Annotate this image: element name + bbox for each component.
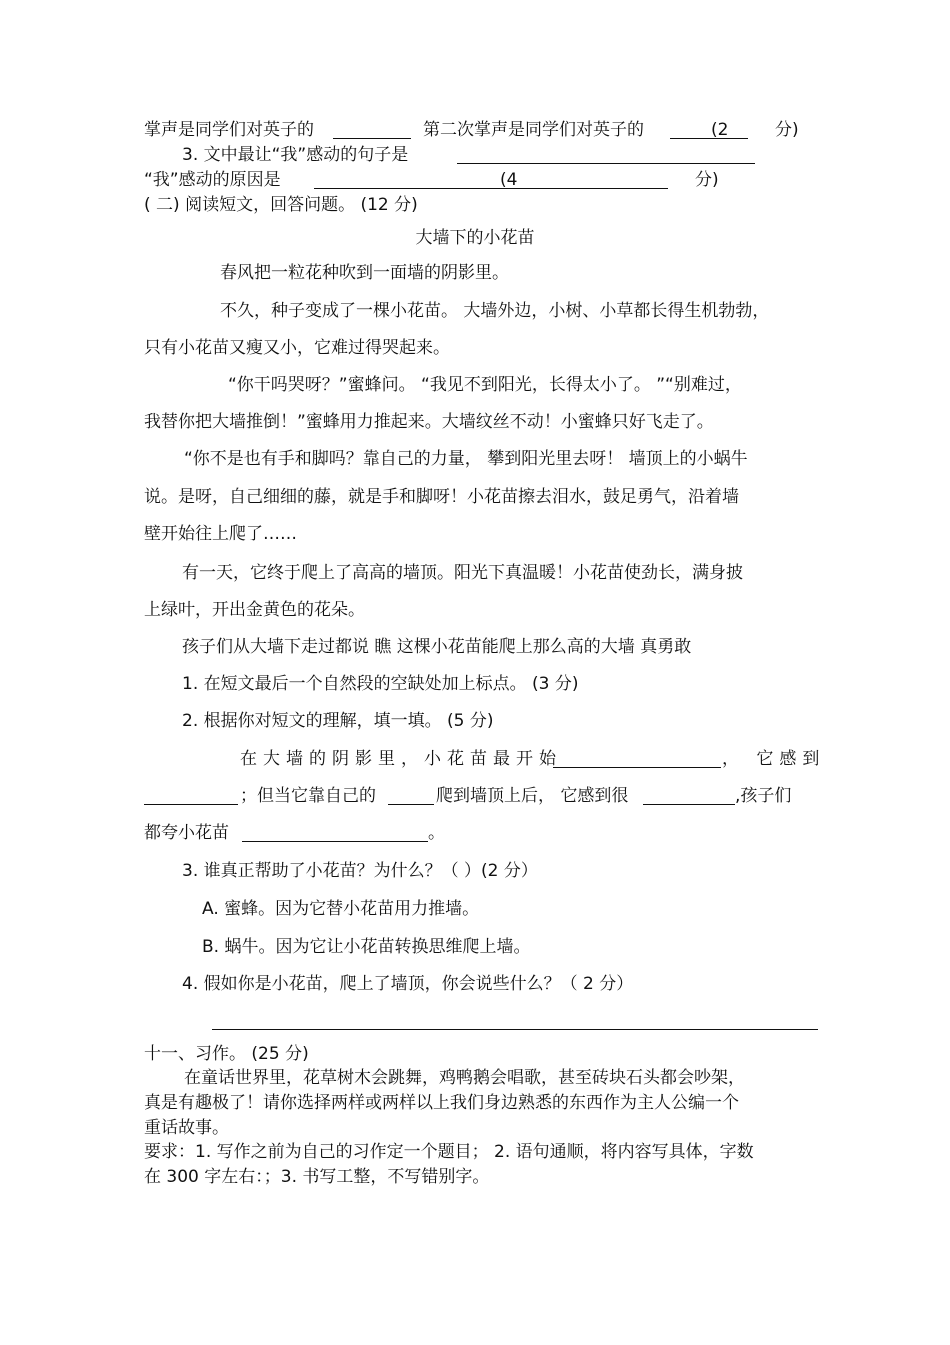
question-2-line2-text-a: ；但当它靠自己的 [240,786,376,806]
answer-blank[interactable] [643,804,735,805]
question-2-line2-text-b: 爬到墙顶上后， 它感到很 [436,786,629,806]
question-2-line3-end: 。 [428,823,445,843]
top-line1-unit: 分) [775,120,799,140]
passage-para5-line1: 有一天，它终于爬上了高高的墙顶。阳光下真温暖！小花苗使劲长，满身披 [182,563,743,583]
passage-para5-line2: 上绿叶，开出金黄色的花朵。 [144,600,365,620]
question-2-line2-text-c: ,孩子们 [735,786,792,806]
passage-para3-line2: 我替你把大墙推倒！”蜜蜂用力推起来。大墙纹丝不动！小蜜蜂只好飞走了。 [144,412,714,432]
top-line3-text: “我”感动的原因是 [144,170,281,190]
answer-blank[interactable] [388,804,434,805]
section11-heading: 十一、习作。 (25 分) [144,1044,309,1064]
answer-blank[interactable] [553,767,721,768]
blank-line [457,163,755,164]
blank-line [314,188,668,189]
top-line3-unit: 分) [695,170,719,190]
passage-para2-line1: 不久，种子变成了一棵小花苗。 大墙外边，小树、小草都长得生机勃勃， [220,301,770,321]
blank-line [670,138,748,139]
question-2-line1-text: 在大墙的阴影里，小花苗最开始 [240,749,562,769]
top-line1-score: (2 [711,120,729,140]
answer-line[interactable] [212,1029,818,1030]
passage-para4-line2: 说。是呀，自己细细的藤，就是手和脚呀！小花苗擦去泪水，鼓足勇气，沿着墙 [144,487,739,507]
question-3-option-a: A. 蜜蜂。因为它替小花苗用力推墙。 [202,899,480,919]
passage-para2-line2: 只有小花苗又瘦又小，它难过得哭起来。 [144,338,450,358]
passage-para1: 春风把一粒花种吹到一面墙的阴影里。 [220,263,509,283]
section11-line3: 重话故事。 [144,1118,229,1138]
section11-requirements-line1: 要求：1. 写作之前为自己的习作定一个题目； 2. 语句通顺，将内容写具体，字数 [144,1142,754,1162]
section11-requirements-line2: 在 300 字左右：；3. 书写工整，不写错别字。 [144,1167,490,1187]
section2-heading: ( 二) 阅读短文，回答问题。 (12 分) [144,195,418,215]
question-1: 1. 在短文最后一个自然段的空缺处加上标点。 (3 分) [182,674,579,694]
passage-para3-line1: “你干吗哭呀？”蜜蜂问。 “我见不到阳光，长得太小了。 ”“别难过， [228,375,742,395]
passage-para4-line3: 壁开始往上爬了…… [144,524,297,544]
blank-line [333,138,411,139]
passage-title: 大墙下的小花苗 [415,228,535,248]
question-4: 4. 假如你是小花苗，爬上了墙顶，你会说些什么？（ 2 分） [182,974,634,994]
passage-para4-line1: “你不是也有手和脚吗？靠自己的力量， 攀到阳光里去呀！ 墙顶上的小蜗牛 [184,449,748,469]
top-line2-text: 3. 文中最让“我”感动的句子是 [182,145,409,165]
question-2-line1-tail: ， 它感到 [722,749,826,769]
question-3: 3. 谁真正帮助了小花苗？为什么？（ ）(2 分） [182,861,538,881]
top-line1-text-a: 掌声是同学们对英子的 [144,120,314,140]
question-3-option-b: B. 蜗牛。因为它让小花苗转换思维爬上墙。 [202,937,531,957]
section11-line1: 在童话世界里，花草树木会跳舞，鸡鸭鹅会唱歌，甚至砖块石头都会吵架， [184,1068,745,1088]
answer-blank[interactable] [144,804,238,805]
passage-para6: 孩子们从大墙下走过都说 瞧 这棵小花苗能爬上那么高的大墙 真勇敢 [182,637,692,657]
answer-blank[interactable] [242,841,428,842]
top-line1-text-b: 第二次掌声是同学们对英子的 [423,120,644,140]
question-2-line3-text: 都夸小花苗 [144,823,229,843]
question-2: 2. 根据你对短文的理解，填一填。 (5 分) [182,711,494,731]
top-line3-score: (4 [500,170,518,190]
section11-line2: 真是有趣极了！请你选择两样或两样以上我们身边熟悉的东西作为主人公编一个 [144,1093,739,1113]
